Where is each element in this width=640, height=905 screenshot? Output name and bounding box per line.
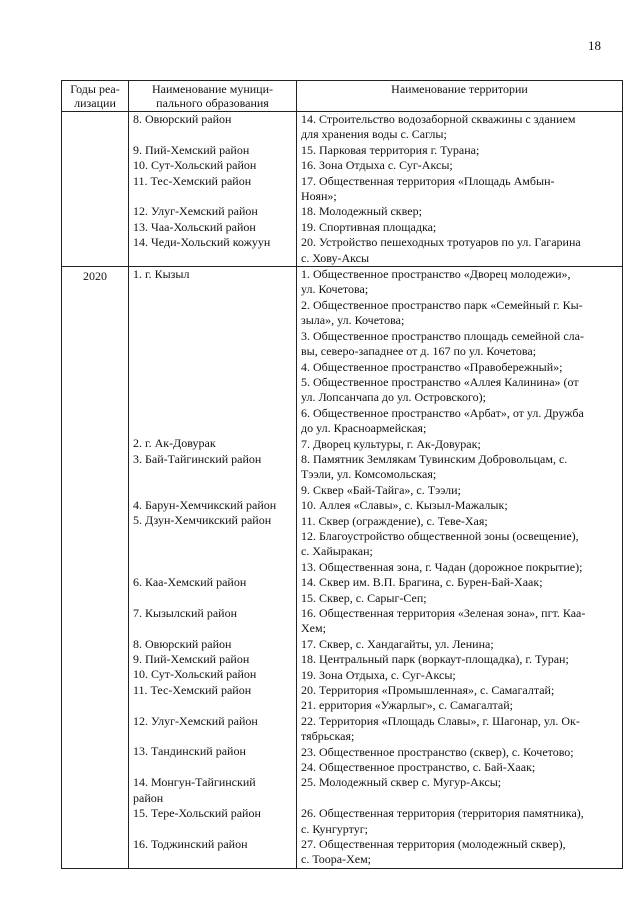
- text-line: тябрьская;: [301, 729, 355, 744]
- text-line: 9. Пий-Хемский район: [133, 651, 250, 666]
- text-line: 4. Барун-Хемчикский район: [133, 497, 277, 512]
- text-line: 9. Пий-Хемский район: [133, 142, 250, 157]
- text-line: 16. Тоджинский район: [133, 836, 248, 851]
- text-line: 13. Тандинский район: [133, 744, 246, 759]
- territory-cell: [297, 267, 623, 869]
- text-line: с. Кунгуртуг;: [301, 821, 368, 836]
- blank-line: [133, 852, 292, 867]
- text-line: 20. Устройство пешеходных тротуаров по ул. Гагарина: [301, 235, 581, 250]
- year-cell: 2020: [62, 267, 129, 869]
- territory-cell: [297, 112, 623, 267]
- text-line: 17. Общественная территория «Площадь Амбын-: [301, 173, 555, 188]
- text-line: 26. Общественная территория (территория памятника),: [301, 806, 584, 821]
- blank-line: [301, 791, 618, 806]
- header-municipality-line-2: пального образования: [156, 96, 269, 110]
- text-line: 12. Благоустройство общественной зоны (освещение),: [301, 528, 579, 543]
- blank-line: [133, 698, 292, 713]
- header-territory: Наименование территории: [297, 81, 623, 112]
- text-line: с. Хайыракан;: [301, 544, 373, 559]
- text-line: 16. Общественная территория «Зеленая зона», пгт. Каа-: [301, 606, 586, 620]
- blank-line: [133, 821, 292, 836]
- text-line: с. Хову-Аксы: [301, 250, 370, 265]
- text-line: 10. Аллея «Славы», с. Кызыл-Мажалык;: [301, 498, 508, 513]
- blank-line: [133, 560, 292, 575]
- table-row: [62, 112, 623, 267]
- text-line: 7. Кызылский район: [133, 605, 238, 620]
- text-line: Хем;: [301, 621, 326, 636]
- text-line: ул. Лопсанчапа до ул. Островского);: [301, 390, 486, 405]
- text-line: Ноян»;: [301, 189, 337, 204]
- municipality-cell: [129, 267, 297, 869]
- blank-line: [133, 529, 292, 544]
- text-line: 3. Общественное пространство площадь семейной сла-: [301, 328, 584, 343]
- text-line: до ул. Красноармейская;: [301, 421, 427, 436]
- text-line: 19. Зона Отдыха, с. Суг-Аксы;: [301, 667, 456, 682]
- text-line: 11. Тес-Хемский район: [133, 682, 252, 697]
- blank-line: [133, 544, 292, 559]
- text-line: 13. Чаа-Хольский район: [133, 219, 256, 234]
- text-line: 22. Территория «Площадь Славы», г. Шагонар, ул. Ок-: [301, 713, 580, 728]
- text-line: район: [133, 790, 164, 805]
- text-line: 13. Общественная зона, г. Чадан (дорожное покрытие);: [301, 559, 583, 574]
- text-line: ул. Кочетова;: [301, 282, 369, 297]
- text-line: 5. Общественное пространство «Аллея Калинина» (от: [301, 374, 579, 389]
- text-line: 23. Общественное пространство (сквер), с. Кочетово;: [301, 744, 574, 759]
- blank-line: [133, 298, 292, 313]
- text-line: 12. Улуг-Хемский район: [133, 713, 258, 728]
- header-municipality-line-1: Наименование муници-: [151, 82, 274, 96]
- header-municipality: [129, 81, 297, 112]
- blank-line: [133, 406, 292, 421]
- text-line: 15. Парковая территория г. Турана;: [301, 142, 480, 157]
- text-line: для хранения воды с. Саглы;: [301, 127, 447, 142]
- text-line: 14. Строительство водозаборной скважины с зданием: [301, 112, 576, 126]
- text-line: 3. Бай-Тайгинский район: [133, 451, 262, 466]
- text-line: 17. Сквер, с. Хандагайты, ул. Ленина;: [301, 636, 494, 651]
- text-line: 16. Зона Отдыха с. Суг-Аксы;: [301, 158, 453, 173]
- blank-line: [133, 282, 292, 297]
- blank-line: [133, 375, 292, 390]
- text-line: 9. Сквер «Бай-Тайга», с. Тээли;: [301, 482, 461, 497]
- text-line: 25. Молодежный сквер с. Мугур-Аксы;: [301, 775, 502, 790]
- blank-line: [133, 621, 292, 636]
- table-row: [62, 267, 623, 869]
- blank-line: [133, 760, 292, 775]
- text-line: 14. Сквер им. В.П. Брагина, с. Бурен-Бай-Хаак;: [301, 575, 543, 590]
- header-years: [62, 81, 129, 112]
- year-cell: [62, 112, 129, 267]
- blank-line: [133, 127, 292, 142]
- text-line: 15. Сквер, с. Сарыг-Сеп;: [301, 590, 427, 605]
- text-line: 27. Общественная территория (молодежный сквер),: [301, 837, 566, 852]
- text-line: 15. Тере-Хольский район: [133, 805, 261, 820]
- blank-line: [133, 313, 292, 328]
- text-line: Тээли, ул. Комсомольская;: [301, 467, 437, 482]
- text-line: 7. Дворец культуры, г. Ак-Довурак;: [301, 436, 481, 451]
- header-years-line-1: Годы реа-: [70, 82, 120, 96]
- text-line: 10. Сут-Хольский район: [133, 667, 257, 682]
- text-line: 14. Монгун-Тайгинский: [133, 775, 256, 790]
- blank-line: [133, 729, 292, 744]
- text-line: 1. Общественное пространство «Дворец молодежи»,: [301, 267, 571, 282]
- blank-line: [133, 467, 292, 482]
- blank-line: [133, 390, 292, 405]
- text-line: 2. Общественное пространство парк «Семейный г. Кы-: [301, 297, 583, 312]
- text-line: 5. Дзун-Хемчикский район: [133, 513, 272, 528]
- text-line: 8. Памятник Землякам Тувинским Добровольцам, с.: [301, 451, 568, 466]
- text-line: 4. Общественное пространство «Правобережный»;: [301, 359, 563, 374]
- territory-table: [61, 80, 623, 869]
- text-line: 8. Овюрский район: [133, 112, 232, 126]
- blank-line: [133, 421, 292, 436]
- text-line: 11. Тес-Хемский район: [133, 173, 252, 188]
- text-line: 20. Территория «Промышленная», с. Самагалтай;: [301, 683, 555, 698]
- text-line: 2. г. Ак-Довурак: [133, 436, 216, 451]
- text-line: 24. Общественное пространство, с. Бай-Хаак;: [301, 760, 536, 775]
- text-line: с. Тоора-Хем;: [301, 852, 371, 867]
- text-line: 14. Чеди-Хольский кожуун: [133, 235, 271, 250]
- blank-line: [133, 344, 292, 359]
- blank-line: [133, 251, 292, 266]
- text-line: зыла», ул. Кочетова;: [301, 313, 405, 328]
- text-line: 1. г. Кызыл: [133, 267, 190, 282]
- text-line: 18. Центральный парк (воркаут-площадка), г. Туран;: [301, 652, 569, 667]
- blank-line: [133, 189, 292, 204]
- blank-line: [133, 359, 292, 374]
- text-line: 12. Улуг-Хемский район: [133, 204, 258, 219]
- text-line: 19. Спортивная площадка;: [301, 219, 437, 234]
- blank-line: [133, 590, 292, 605]
- text-line: 21. ерритория «Ужарлыг», с. Самагалтай;: [301, 698, 513, 713]
- text-line: 6. Общественное пространство «Арбат», от ул. Дружба: [301, 405, 584, 420]
- text-line: 6. Каа-Хемский район: [133, 574, 247, 589]
- municipality-cell: [129, 112, 297, 267]
- text-line: 18. Молодежный сквер;: [301, 204, 422, 219]
- blank-line: [133, 483, 292, 498]
- header-years-line-2: лизации: [74, 96, 116, 110]
- page-number: 18: [588, 38, 601, 53]
- text-line: вы, северо-западнее от д. 167 по ул. Кочетова;: [301, 344, 537, 359]
- text-line: 8. Овюрский район: [133, 636, 232, 651]
- text-line: 11. Сквер (ограждение), с. Теве-Хая;: [301, 513, 488, 528]
- table-header-row: [62, 81, 623, 112]
- blank-line: [133, 329, 292, 344]
- text-line: 10. Сут-Хольский район: [133, 158, 257, 173]
